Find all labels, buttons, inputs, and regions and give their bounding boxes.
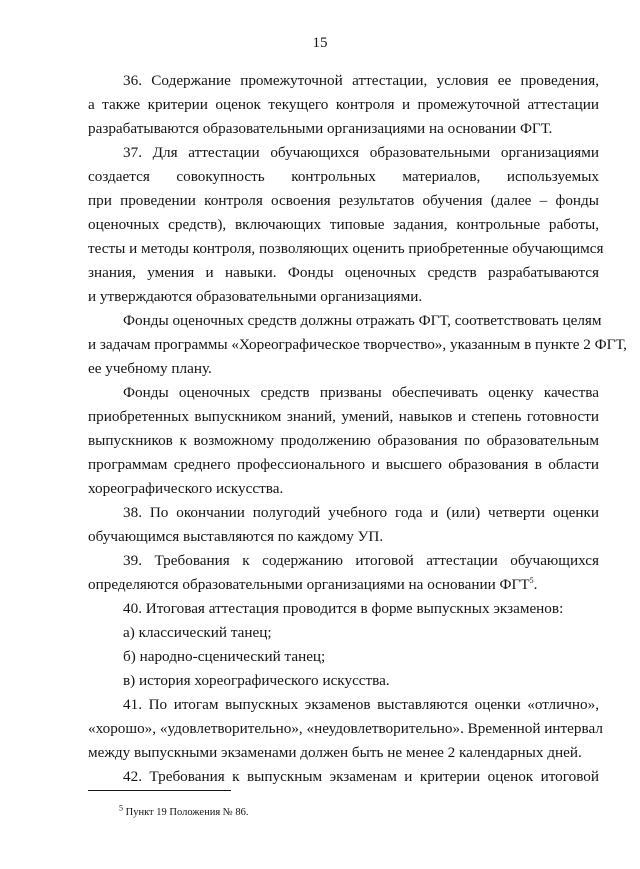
paragraph-line: приобретенных выпускником знаний, умений, навыков и степень готовности [88, 408, 599, 425]
paragraph-line-text: определяются образовательными организациями на основании ФГТ [88, 576, 530, 593]
paragraph-line: «хорошо», «удовлетворительно», «неудовлетворительно». Временной интервал [88, 720, 603, 737]
paragraph-line: ее учебному плану. [88, 360, 212, 377]
paragraph-line: создается совокупность контрольных материалов, используемых [88, 168, 599, 185]
paragraph-line: 36. Содержание промежуточной аттестации, условия ее проведения, [123, 72, 599, 89]
paragraph-line: хореографического искусства. [88, 480, 284, 497]
paragraph-line: 42. Требования к выпускным экзаменам и критерии оценок итоговой [123, 768, 599, 785]
list-item: а) классический танец; [123, 624, 272, 641]
paragraph-line: Фонды оценочных средств призваны обеспечивать оценку качества [123, 384, 599, 401]
paragraph-line: между выпускными экзаменами должен быть не менее 2 календарных дней. [88, 744, 582, 761]
paragraph-line: обучающимся выставляются по каждому УП. [88, 528, 384, 545]
paragraph-line: а также критерии оценок текущего контроля и промежуточной аттестации [88, 96, 599, 113]
paragraph-line: 38. По окончании полугодий учебного года и (или) четверти оценки [123, 504, 599, 521]
paragraph-line: 40. Итоговая аттестация проводится в форме выпускных экзаменов: [123, 600, 564, 617]
footnote-divider [88, 790, 231, 791]
page-number: 15 [312, 35, 328, 51]
paragraph-line: знания, умения и навыки. Фонды оценочных средств разрабатываются [88, 264, 599, 281]
list-item: в) история хореографического искусства. [123, 672, 390, 689]
paragraph-line: 41. По итогам выпускных экзаменов выставляются оценки «отлично», [123, 696, 599, 713]
paragraph-line: программам среднего профессионального и высшего образования в области [88, 456, 599, 473]
paragraph-line: разрабатываются образовательными организациями на основании ФГТ. [88, 120, 553, 137]
footnote [119, 803, 249, 819]
list-item: б) народно-сценический танец; [123, 648, 326, 665]
paragraph-line: 37. Для аттестации обучающихся образовательными организациями [123, 144, 599, 161]
paragraph-line: выпускников к возможному продолжению образования по образовательным [88, 432, 599, 449]
paragraph-line: 39. Требования к содержанию итоговой аттестации обучающихся [123, 552, 599, 569]
paragraph-line: тесты и методы контроля, позволяющих оценить приобретенные обучающимся [88, 240, 604, 257]
paragraph-line [88, 576, 599, 593]
paragraph-line-end: . [533, 576, 538, 593]
paragraph-line: Фонды оценочных средств должны отражать ФГТ, соответствовать целям [123, 312, 602, 329]
footnote-reference: 5 [529, 575, 534, 585]
paragraph-line: оценочных средств), включающих типовые задания, контрольные работы, [88, 216, 599, 233]
paragraph-line: при проведении контроля освоения результатов обучения (далее – фонды [88, 192, 599, 209]
paragraph-line: и утверждаются образовательными организациями. [88, 288, 423, 305]
footnote-marker: 5 [119, 803, 123, 813]
footnote-text: Пункт 19 Положения № 86. [123, 807, 249, 818]
paragraph-line: и задачам программы «Хореографическое творчество», указанным в пункте 2 ФГТ, [88, 336, 627, 353]
